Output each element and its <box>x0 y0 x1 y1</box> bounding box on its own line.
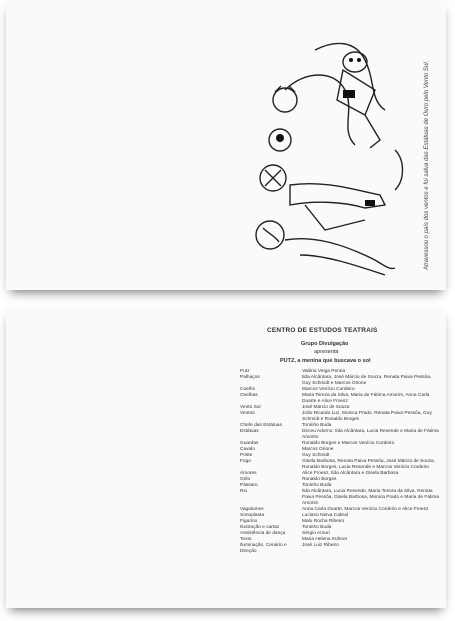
credit-role: Texto <box>240 537 252 542</box>
credit-role: Árvores <box>240 471 257 476</box>
credit-names: José Márcio de Souza <box>302 405 350 410</box>
credit-row <box>240 411 440 423</box>
credit-role: Poste <box>240 453 253 458</box>
credit-names: Ronaldo Borges e Marcos Venício Cordeiro <box>302 441 395 446</box>
credits-list <box>240 369 440 555</box>
credit-row <box>240 429 440 441</box>
credit-names: Malu Rocha Ribeiro <box>302 519 345 524</box>
group-name: Grupo Divulgação <box>301 341 349 347</box>
illustration-caption: Atravessou o país dos ventos e foi salva das Estátuas de Ouro pelo Vento Sul. <box>424 60 430 270</box>
credit-names: Toninho Buda <box>302 423 332 428</box>
credit-role: Guardas <box>240 441 259 446</box>
credit-row <box>240 375 440 387</box>
credit-role: Coelho <box>240 387 256 392</box>
play-title: PUTZ, a menina que buscava o sol <box>280 358 371 364</box>
credit-names: José Luiz Ribeiro <box>302 543 339 548</box>
credit-role: Cavalo <box>240 447 255 452</box>
credit-names: João Ricardo Luz, Monica Prado, Renata Paiva Pessôa, Guy Schmidt e Ronaldo Borges <box>302 411 432 422</box>
credit-role: Vagalumes <box>240 507 264 512</box>
putz-illustration <box>245 30 415 280</box>
credit-names: Toninho Buda <box>302 483 332 488</box>
credit-role: Palhaços <box>240 375 260 380</box>
credit-row <box>240 393 440 405</box>
credit-role: Ventos <box>240 411 255 416</box>
credit-role: Ilustração e cartaz <box>240 525 280 530</box>
credit-role: Sonoplasta <box>240 513 265 518</box>
credit-names: Luciano Neiva Cabral <box>302 513 348 518</box>
credit-role: Putz <box>240 369 250 374</box>
credit-role: Vento Sul <box>240 405 261 410</box>
credit-names: Ronaldo Borges <box>302 477 337 482</box>
credit-role: Estátuas <box>240 429 259 434</box>
credit-names: Ilda Alcântara, José Márcio de Souza, Renata Paiva Pessôa, Guy Schmidt e Marcos Orione <box>302 375 432 386</box>
credit-names: Guy Schmidt <box>302 453 330 458</box>
credit-names: Anna Carla Duarte, Marcos Venício Cordeiro e Alice Froesz <box>302 507 429 512</box>
credit-names: Maria Helena Kühner <box>302 537 348 542</box>
credit-names: Sérgio Arouri <box>302 531 330 536</box>
credit-names: Alice Froesz, Ilda Alcântara e Gisela Barbosa <box>302 471 399 476</box>
credit-role: Chefe das Estátuas <box>240 423 282 428</box>
credit-role: Grilo <box>240 477 251 482</box>
credit-role: Ovelhas <box>240 393 258 398</box>
credit-names: Marcos Orione <box>302 447 334 452</box>
credit-role: Assistência de dança <box>240 531 286 536</box>
credit-role: Pássaro <box>240 483 258 488</box>
credit-names: Ilda Alcântara, Lucia Resende, Maria Tereza da Silva, Renata Paiva Pessôa, Gisela Barbosa, Monica Prado e Maria de Fátima Amorim <box>302 489 440 506</box>
organization-title: CENTRO DE ESTUDOS TEATRAIS <box>267 327 378 334</box>
credit-names: Valéria Veiga Penna <box>302 369 346 374</box>
presents-label: apresenta <box>314 349 339 355</box>
credit-names: Gisela Barbosa, Renata Paiva Pessôa, José Márcio de Souza, Ronaldo Borges, Lucia Resende e Marcos Venício Cordeiro <box>302 459 436 470</box>
credit-role: Figurino <box>240 519 258 524</box>
credit-names: Maria Tereza da Silva, Maria de Fátima Amorim, Anna Carla Duarte e Alice Froesz <box>302 393 430 404</box>
credit-role: Iluminação, Cenário e Direção <box>240 543 287 554</box>
credit-names: Marcos Venício Cordeiro <box>302 387 355 392</box>
credit-row <box>240 459 440 471</box>
credit-row <box>240 543 440 555</box>
credit-names: Toninho Buda <box>302 525 332 530</box>
credit-role: Fogo <box>240 459 251 464</box>
credit-names: Dirceu Adorno, Ilda Alcântara, Lucia Resende e Maria de Fátima Amorim <box>302 429 439 440</box>
credit-role: Rio <box>240 489 248 494</box>
credit-row <box>240 489 440 507</box>
